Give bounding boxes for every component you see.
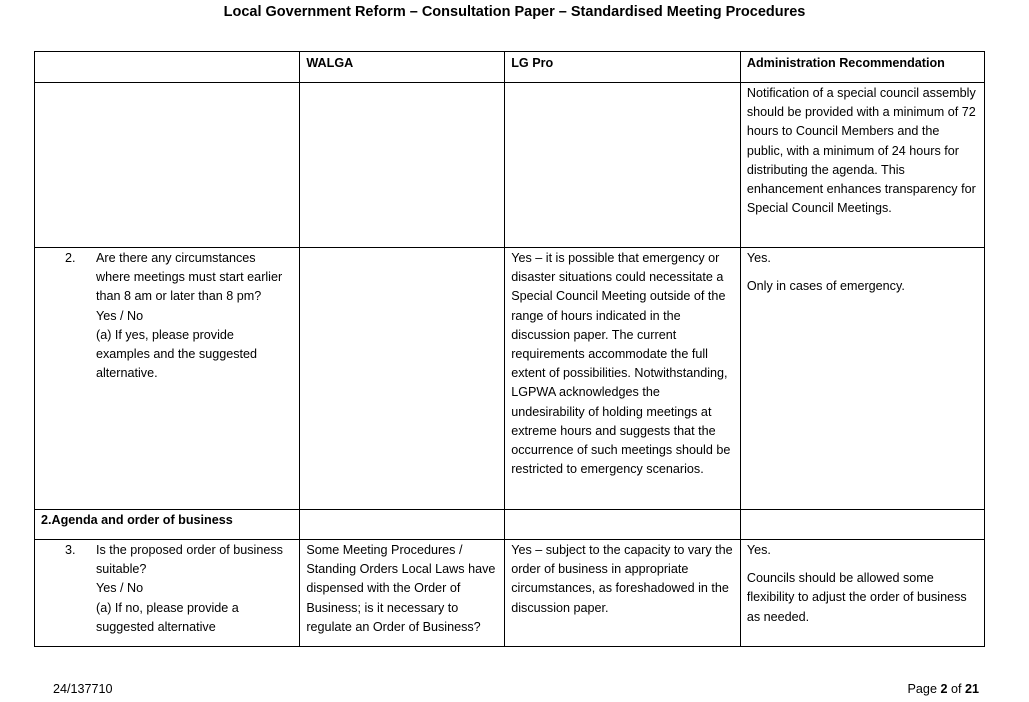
page-number: Page 2 of 21 — [907, 682, 979, 696]
question-number: 2. — [65, 251, 76, 265]
column-header-admin: Administration Recommendation — [740, 52, 984, 83]
table-row — [35, 83, 985, 248]
consultation-table — [34, 51, 985, 647]
cell-lgpro: Yes – subject to the capacity to vary the order of business in appropriate circumstances, as foreshadowed in the discussion paper. — [505, 540, 741, 647]
admin-answer: Yes. — [746, 251, 771, 265]
table-row — [35, 248, 985, 510]
column-header-lgpro: LG Pro — [505, 52, 741, 83]
cell-question — [35, 83, 300, 248]
cell-walga — [300, 248, 505, 510]
cell-empty — [740, 510, 984, 540]
cell-admin — [740, 540, 984, 647]
section-heading: 2.Agenda and order of business — [35, 510, 300, 540]
cell-admin: Notification of a special council assembly should be provided with a minimum of 72 hours to Council Members and the public, with a minimum of 24 hours for distributing the agenda. This enhancement enhances transparency for Special Council Meetings. — [740, 83, 984, 248]
cell-walga — [300, 83, 505, 248]
page-title: Local Government Reform – Consultation Paper – Standardised Meeting Procedures — [223, 4, 806, 20]
admin-comment: Councils should be allowed some flexibility to adjust the order of business as needed. — [746, 571, 967, 624]
admin-comment: Only in cases of emergency. — [746, 279, 905, 294]
question-text: Are there any circumstances where meetings must start earlier than 8 am or later than 8 pm? Yes / No (a) If yes, please provide examples and the suggested alternative. — [96, 251, 283, 381]
admin-answer: Yes. — [746, 543, 771, 557]
cell-empty — [505, 510, 741, 540]
document-reference: 24/137710 — [53, 682, 113, 696]
question-number: 3. — [65, 543, 76, 557]
column-header-question — [35, 52, 300, 83]
cell-admin — [740, 248, 984, 510]
cell-lgpro: Yes – it is possible that emergency or disaster situations could necessitate a Special Council Meeting outside of the range of hours indicated in the discussion paper. The current requirements accommodate the full extent of possibilities. Notwithstanding, LGPWA acknowledges the undesirability of holding meetings at extreme hours and suggests that the occurrence of such meetings should be restricted to emergency scenarios. — [505, 248, 741, 510]
cell-empty — [300, 510, 505, 540]
section-row — [35, 510, 985, 540]
cell-question — [35, 248, 300, 510]
table-header-row — [35, 52, 985, 83]
cell-lgpro — [505, 83, 741, 248]
cell-question — [35, 540, 300, 647]
question-text: Is the proposed order of business suitable? Yes / No (a) If no, please provide a suggested alternative — [96, 543, 283, 634]
column-header-walga: WALGA — [300, 52, 505, 83]
table-row — [35, 540, 985, 647]
cell-walga: Some Meeting Procedures / Standing Orders Local Laws have dispensed with the Order of Business; is it necessary to regulate an Order of Business? — [300, 540, 505, 647]
